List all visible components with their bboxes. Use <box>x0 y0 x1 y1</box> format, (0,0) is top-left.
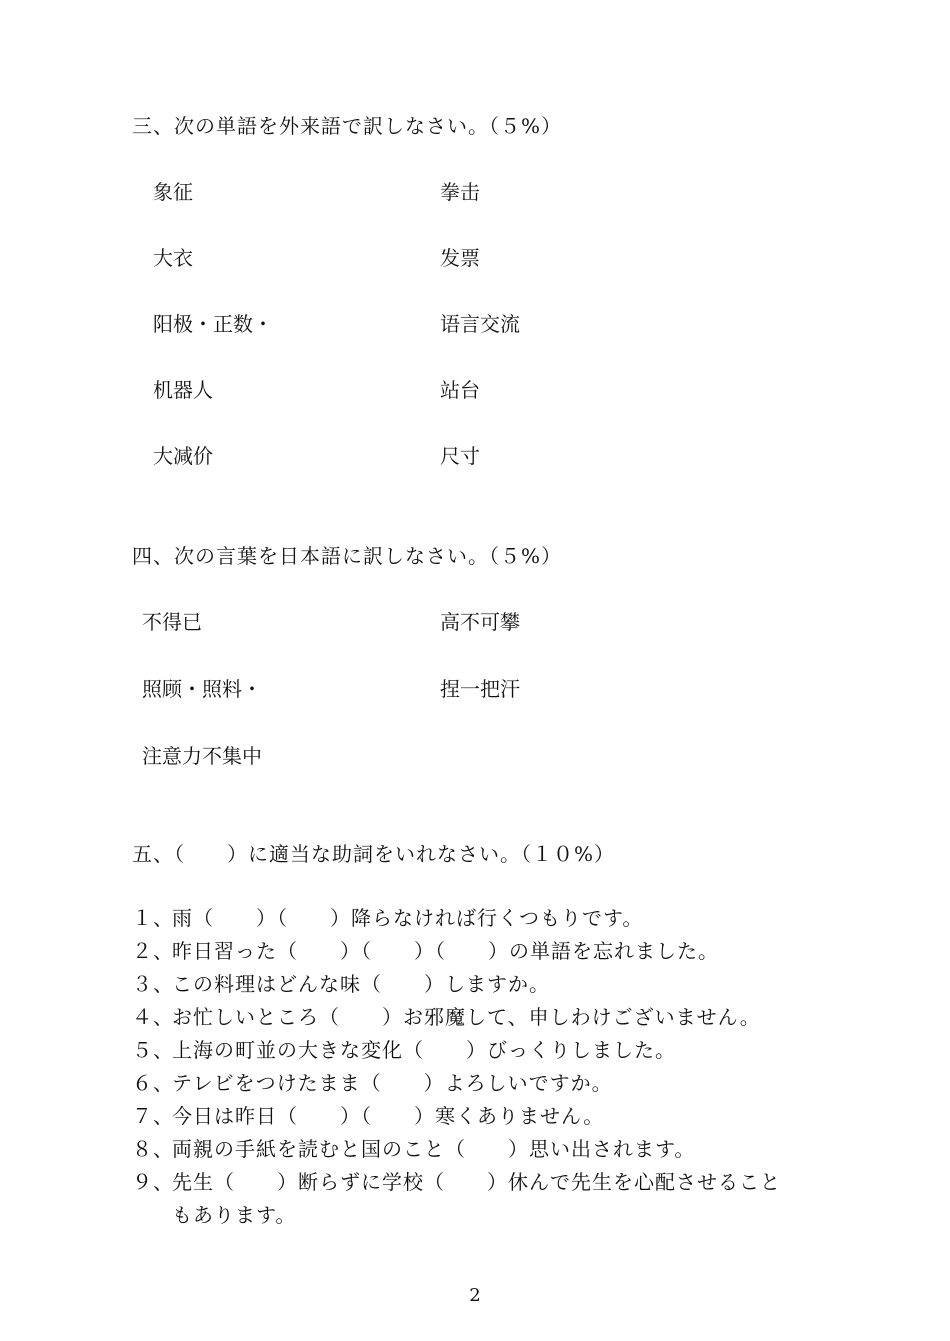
vocab-item: 阳极・正数・ <box>153 312 273 336</box>
section-3-heading: 三、次の単語を外来語で訳しなさい。（５%） <box>132 114 563 138</box>
question-number: １、 <box>132 906 174 930</box>
phrase-item: 高不可攀 <box>440 610 520 634</box>
question-text: 雨（ ）（ ）降らなければ行くつもりです。 <box>172 906 644 930</box>
phrase-item: 注意力不集中 <box>142 744 262 768</box>
question-item <box>132 1001 832 1034</box>
phrase-item: 照顾・照料・ <box>142 677 262 701</box>
question-text: 上海の町並の大きな変化（ ）びっくりしました。 <box>172 1038 676 1062</box>
section-5-heading: 五、（ ）に適当な助詞をいれなさい。（１０%） <box>132 842 616 866</box>
question-number: ２、 <box>132 939 174 963</box>
question-item <box>132 1166 832 1199</box>
question-item <box>132 1133 832 1166</box>
vocab-item: 象征 <box>153 180 193 204</box>
question-number: ５、 <box>132 1038 174 1062</box>
question-item <box>132 968 832 1001</box>
question-text: お忙しいところ（ ）お邪魔して、申しわけございません。 <box>172 1005 761 1029</box>
vocab-item: 拳击 <box>440 180 480 204</box>
vocab-item: 大衣 <box>153 246 193 270</box>
question-item <box>132 1100 832 1133</box>
vocab-item: 站台 <box>440 378 480 402</box>
question-number: ３、 <box>132 972 174 996</box>
question-number: ８、 <box>132 1137 174 1161</box>
question-item <box>132 935 832 968</box>
question-item <box>132 902 832 935</box>
section-4-heading: 四、次の言葉を日本語に訳しなさい。（５%） <box>132 544 563 568</box>
question-list <box>132 902 832 1232</box>
question-text: この料理はどんな味（ ）しますか。 <box>172 972 550 996</box>
question-text: 両親の手紙を読むと国のこと（ ）思い出されます。 <box>172 1137 696 1161</box>
vocab-item: 尺寸 <box>440 444 480 468</box>
phrase-item: 捏一把汗 <box>440 677 520 701</box>
question-number: ４、 <box>132 1005 174 1029</box>
question-number: ７、 <box>132 1104 174 1128</box>
phrase-item: 不得已 <box>142 610 202 634</box>
vocab-item: 语言交流 <box>440 312 520 336</box>
question-text: 先生（ ）断らずに学校（ ）休んで先生を心配させること <box>172 1170 781 1194</box>
question-text: 今日は昨日（ ）（ ）寒くありません。 <box>172 1104 605 1128</box>
page-number: 2 <box>469 1285 481 1306</box>
vocab-item: 发票 <box>440 246 480 270</box>
question-text: テレビをつけたまま（ ）よろしいですか。 <box>172 1071 613 1095</box>
question-number: ６、 <box>132 1071 174 1095</box>
question-item <box>132 1034 832 1067</box>
vocab-item: 机器人 <box>153 378 213 402</box>
question-number: ９、 <box>132 1170 174 1194</box>
question-continuation: もあります。 <box>172 1203 297 1227</box>
question-text: 昨日習った（ ）（ ）（ ）の単語を忘れました。 <box>172 939 719 963</box>
vocab-item: 大减价 <box>153 444 213 468</box>
question-item <box>132 1067 832 1100</box>
